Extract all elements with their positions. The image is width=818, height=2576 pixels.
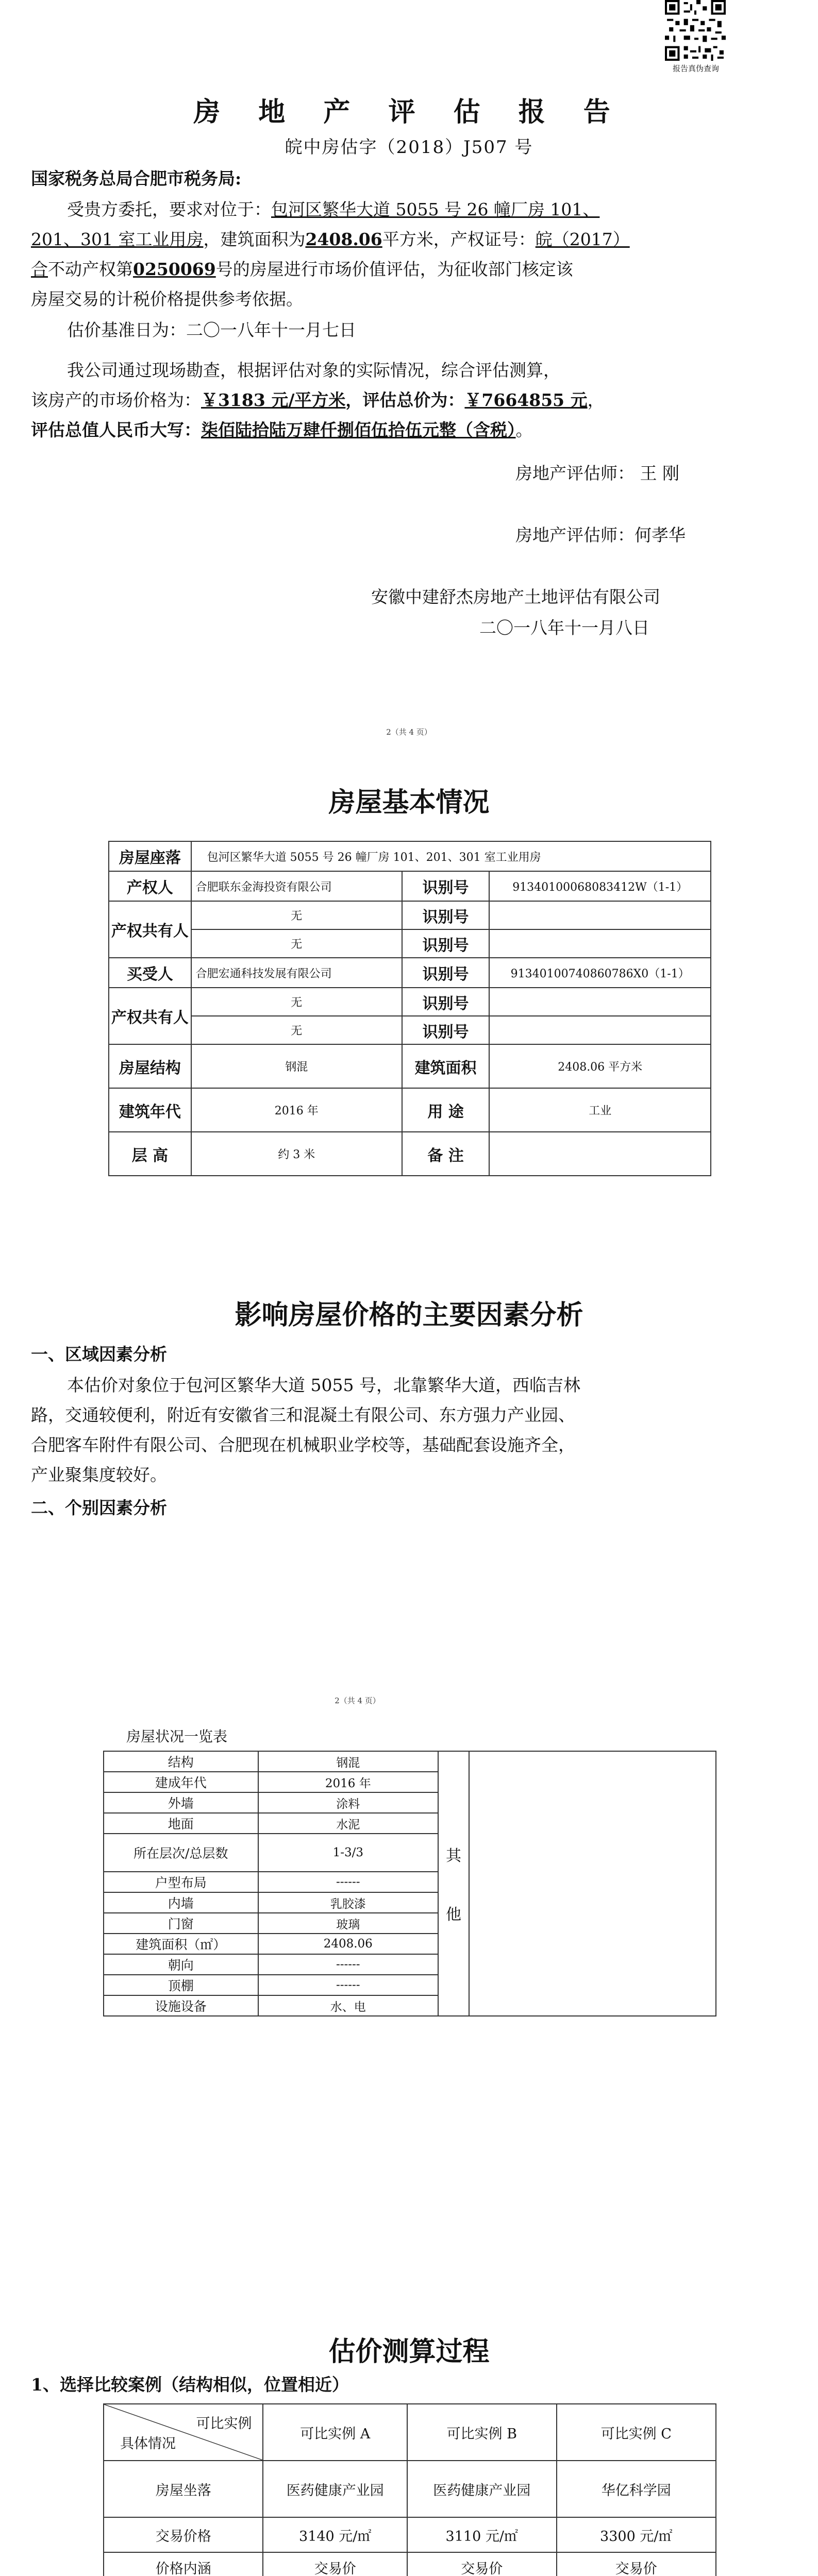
- comparison-row-case-c: 交易价: [557, 2552, 716, 2576]
- certificate-prefix-1: 皖（2017）: [535, 229, 630, 249]
- valuation-paragraph: [31, 355, 783, 445]
- company-name: 安徽中建舒杰房地产土地评估有限公司: [371, 587, 660, 607]
- status-value: 涂料: [258, 1792, 438, 1813]
- report-date: 二〇一八年十一月八日: [479, 618, 649, 638]
- status-value: ------: [258, 1954, 438, 1975]
- buyer-id-label: 识别号: [402, 958, 490, 988]
- report-page-2: [0, 726, 818, 1705]
- intro-text-e: 号的房屋进行市场价值评估，为征收部门核定该: [215, 259, 573, 279]
- co-owner-id-value-1: [489, 901, 711, 929]
- corner-bottom-label: 具体情况: [120, 2436, 176, 2452]
- comparison-row-case-a: 交易价: [263, 2552, 407, 2576]
- intro-paragraph: [31, 195, 783, 314]
- building-area: 2408.06: [305, 229, 382, 249]
- regional-factors-text: [31, 1370, 783, 1490]
- valuation-text-c: ，评估总价为：: [345, 390, 465, 410]
- status-label: 所在层次/总层数: [104, 1834, 258, 1872]
- certificate-prefix-2: 合: [31, 259, 48, 279]
- status-value: 水泥: [258, 1813, 438, 1834]
- comparison-row-case-a: 3140 元/㎡: [263, 2517, 407, 2552]
- status-value: 钢混: [258, 1751, 438, 1772]
- comparison-row: [104, 2552, 716, 2576]
- status-row: [104, 1751, 716, 1772]
- owner-value: 合肥联东金海投资有限公司: [191, 871, 402, 901]
- co-owner-value-1: 无: [191, 901, 402, 929]
- header-case-a: 可比实例 A: [263, 2404, 407, 2461]
- status-label: 设施设备: [104, 1995, 258, 2016]
- status-value: 1-3/3: [258, 1834, 438, 1872]
- document-number: 皖中房估字（2018）J507 号: [285, 137, 533, 158]
- co-buyer-value-2: 无: [191, 1016, 402, 1044]
- regional-factors-heading: 一、区域因素分析: [31, 1344, 167, 1364]
- status-label: 外墙: [104, 1792, 258, 1813]
- appraiser-1: 房地产评估师： 王 刚: [515, 463, 679, 483]
- status-value: 玻璃: [258, 1913, 438, 1934]
- area-label: 建筑面积: [402, 1044, 490, 1088]
- status-value: ------: [258, 1872, 438, 1892]
- report-page-3: [0, 1695, 818, 2303]
- status-label: 朝向: [104, 1954, 258, 1975]
- comparison-row-label: 交易价格: [104, 2517, 263, 2552]
- valuation-text-b: 该房产的市场价格为：: [31, 390, 201, 410]
- comparison-row: [104, 2461, 716, 2517]
- total-price-capitals: 柒佰陆拾陆万肆仟捌佰伍拾伍元整（含税）: [201, 420, 516, 440]
- co-buyer-id-label-1: 识别号: [402, 988, 490, 1016]
- co-buyer-id-label-2: 识别号: [402, 1016, 490, 1044]
- year-value: 2016 年: [191, 1088, 402, 1132]
- owner-label: 产权人: [109, 871, 191, 901]
- qr-code-icon[interactable]: [665, 0, 726, 61]
- co-buyer-label: 产权共有人: [109, 988, 191, 1044]
- section-title-factors: 影响房屋价格的主要因素分析: [235, 1300, 583, 1331]
- basic-info-table: [108, 841, 711, 1176]
- comparison-row-label: 价格内涵: [104, 2552, 263, 2576]
- comparison-row-label: 房屋坐落: [104, 2461, 263, 2517]
- co-owner-value-2: 无: [191, 929, 402, 958]
- property-status-title: 房屋状况一览表: [126, 1728, 228, 1745]
- co-buyer-id-value-2: [489, 1016, 711, 1044]
- regional-text-line-3: 合肥客车附件有限公司、合肥现在机械职业学校等，基础配套设施齐全，: [31, 1435, 575, 1455]
- comparison-row-case-b: 交易价: [407, 2552, 557, 2576]
- qr-caption: 报告真伪查询: [672, 64, 719, 73]
- height-label: 层 高: [109, 1132, 191, 1176]
- total-caps-end: 。: [515, 420, 533, 440]
- intro-text-d: 不动产权第: [48, 259, 133, 279]
- regional-text-line-2: 路，交通较便利，附近有安徽省三和混凝土有限公司、东方强力产业园、: [31, 1405, 575, 1425]
- comparison-row: [104, 2517, 716, 2552]
- unit-price: ￥3183 元/平方米: [201, 390, 346, 410]
- property-address-2: 201、301 室工业用房: [31, 229, 204, 249]
- intro-text-f: 房屋交易的计税价格提供参考依据。: [31, 289, 303, 309]
- comparison-row-case-b: 医药健康产业园: [407, 2461, 557, 2517]
- structure-label: 房屋结构: [109, 1044, 191, 1088]
- page-number: 2（共 4 页）: [335, 1696, 380, 1705]
- report-page-1: [0, 0, 818, 708]
- status-value: ------: [258, 1975, 438, 1995]
- property-address-1: 包河区繁华大道 5055 号 26 幢厂房 101、: [271, 199, 600, 219]
- calculation-section: [0, 2324, 818, 2576]
- section-title-calculation: 估价测算过程: [328, 2336, 490, 2367]
- status-value: 乳胶漆: [258, 1892, 438, 1913]
- intro-text-a: 受贵方委托，要求对位于：: [67, 199, 271, 219]
- buyer-value: 合肥宏通科技发展有限公司: [191, 958, 402, 988]
- comparison-corner-cell: [104, 2404, 263, 2461]
- co-owner-label: 产权共有人: [109, 901, 191, 958]
- status-label: 地面: [104, 1813, 258, 1834]
- co-buyer-id-value-1: [489, 988, 711, 1016]
- note-label: 备 注: [402, 1132, 490, 1176]
- individual-factors-heading: 二、个别因素分析: [31, 1498, 167, 1518]
- buyer-id-value: 91340100740860786X0（1-1）: [489, 958, 711, 988]
- comparison-heading: 1、选择比较案例（结构相似，位置相近）: [31, 2375, 349, 2395]
- comparison-row-case-a: 医药健康产业园: [263, 2461, 407, 2517]
- structure-value: 钢混: [191, 1044, 402, 1088]
- other-side-value: [469, 1751, 716, 2016]
- use-value: 工业: [489, 1088, 711, 1132]
- certificate-number: 0250069: [133, 259, 216, 279]
- total-caps-label: 评估总值人民币大写：: [31, 420, 201, 440]
- header-case-c: 可比实例 C: [557, 2404, 716, 2461]
- note-value: [489, 1132, 711, 1176]
- valuation-date: 估价基准日为：二〇一八年十一月七日: [67, 320, 356, 340]
- comparison-row-case-b: 3110 元/㎡: [407, 2517, 557, 2552]
- comparison-row-case-c: 华亿科学园: [557, 2461, 716, 2517]
- status-value: 水、电: [258, 1995, 438, 2016]
- other-side-label: 其 他: [438, 1751, 469, 2016]
- status-value: 2016 年: [258, 1772, 438, 1792]
- report-title: 房 地 产 评 估 报 告: [193, 96, 625, 128]
- status-label: 门窗: [104, 1913, 258, 1934]
- use-label: 用 途: [402, 1088, 490, 1132]
- comparison-table-1: [103, 2403, 716, 2576]
- status-value: 2408.06: [258, 1934, 438, 1954]
- intro-text-c: 平方米，产权证号：: [382, 229, 536, 249]
- status-label: 户型布局: [104, 1872, 258, 1892]
- regional-text-line-1: 本估价对象位于包河区繁华大道 5055 号，北靠繁华大道，西临吉林: [67, 1375, 580, 1395]
- valuation-text-a: 我公司通过现场勘查，根据评估对象的实际情况，综合评估测算，: [67, 360, 560, 380]
- status-label: 建筑面积（㎡）: [104, 1934, 258, 1954]
- location-value: 包河区繁华大道 5055 号 26 幢厂房 101、201、301 室工业用房: [191, 841, 711, 871]
- header-case-b: 可比实例 B: [407, 2404, 557, 2461]
- corner-top-label: 可比实例: [196, 2416, 252, 2432]
- location-label: 房屋座落: [109, 841, 191, 871]
- co-owner-id-label-2: 识别号: [402, 929, 490, 958]
- section-title-basic-info: 房屋基本情况: [328, 787, 490, 818]
- addressee: 国家税务总局合肥市税务局:: [31, 168, 242, 189]
- appraiser-2: 房地产评估师：何孝华: [515, 525, 686, 545]
- height-value: 约 3 米: [191, 1132, 402, 1176]
- buyer-label: 买受人: [109, 958, 191, 988]
- regional-text-line-4: 产业聚集度较好。: [31, 1465, 167, 1485]
- status-label: 顶棚: [104, 1975, 258, 1995]
- year-label: 建筑年代: [109, 1088, 191, 1132]
- page-number: 2（共 4 页）: [386, 727, 432, 737]
- co-buyer-value-1: 无: [191, 988, 402, 1016]
- status-label: 建成年代: [104, 1772, 258, 1792]
- intro-text-b: ，建筑面积为: [203, 229, 306, 249]
- status-label: 结构: [104, 1751, 258, 1772]
- total-price: ￥7664855 元: [464, 390, 588, 410]
- property-status-table: [103, 1751, 716, 2016]
- co-owner-id-value-2: [489, 929, 711, 958]
- owner-id-label: 识别号: [402, 871, 490, 901]
- area-value: 2408.06 平方米: [489, 1044, 711, 1088]
- owner-id-value: 91340100068083412W（1-1）: [489, 871, 711, 901]
- valuation-text-d: ，: [587, 390, 605, 410]
- co-owner-id-label-1: 识别号: [402, 901, 490, 929]
- status-label: 内墙: [104, 1892, 258, 1913]
- comparison-row-case-c: 3300 元/㎡: [557, 2517, 716, 2552]
